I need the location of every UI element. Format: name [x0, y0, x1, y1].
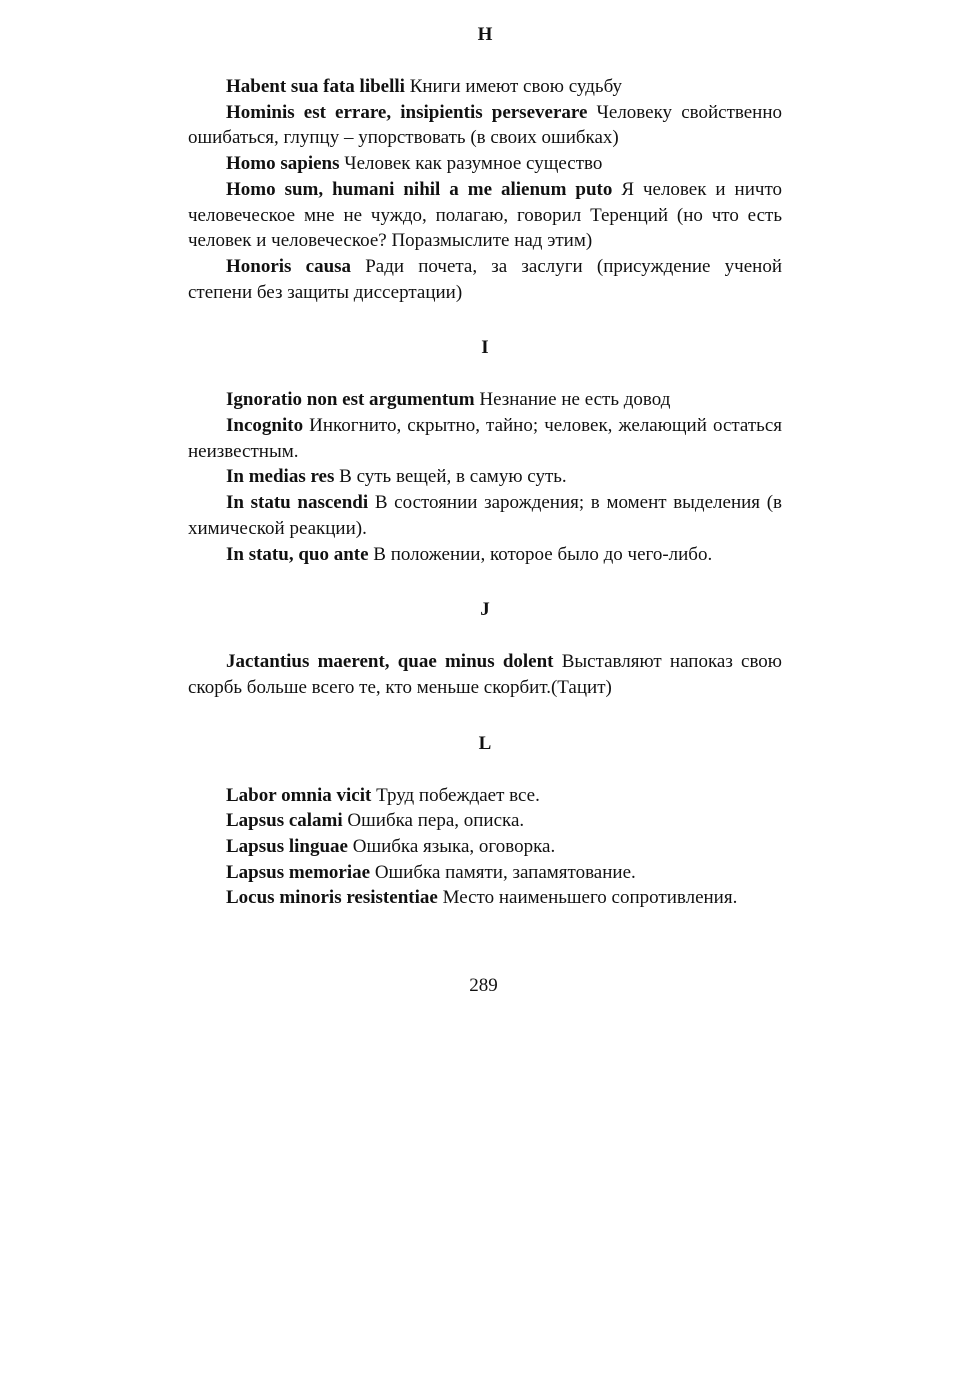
latin-term: Incognito	[226, 415, 304, 437]
translation: Инкогнито, скрытно, тайно; человек, желающий остаться неизвестным.	[188, 415, 782, 462]
section-l	[188, 731, 782, 912]
entry	[188, 177, 782, 254]
entry	[188, 860, 782, 886]
entry	[188, 885, 782, 911]
entry-list	[188, 649, 782, 700]
latin-term: Lapsus memoriae	[226, 861, 371, 883]
latin-term: Locus minoris resistentiae	[226, 887, 438, 909]
translation: Ради почета, за заслуги (присуждение ученой степени без защиты диссертации)	[188, 255, 782, 303]
translation: Книги имеют свою судьбу	[404, 76, 623, 97]
entry	[188, 783, 782, 809]
entry	[188, 74, 782, 100]
entry	[188, 254, 782, 305]
latin-term: Lapsus linguae	[226, 836, 348, 858]
section-letter-i: I	[481, 337, 489, 359]
section-h	[188, 22, 782, 305]
translation: Человеку свойственно ошибаться, глупцу – упорствовать (в своих ошибках)	[188, 101, 782, 149]
translation: Место наименьшего сопротивления.	[437, 887, 738, 909]
latin-term: In medias res	[226, 466, 335, 488]
translation: Труд побеждает все.	[371, 784, 540, 806]
entry	[188, 100, 782, 151]
section-i	[188, 335, 782, 567]
entry-list	[188, 387, 782, 567]
translation: В положении, которое было до чего-либо.	[368, 543, 713, 565]
entry	[188, 490, 782, 541]
entry	[188, 542, 782, 568]
latin-term: Labor omnia vicit	[226, 784, 372, 806]
section-letter-l: L	[478, 732, 492, 754]
entry	[188, 649, 782, 700]
entry	[188, 387, 782, 413]
section-j	[188, 597, 782, 700]
latin-term: Homo sum, humani nihil a me alienum puto	[226, 178, 613, 200]
entry-list	[188, 783, 782, 912]
translation: Незнание не есть довод	[474, 389, 671, 411]
entry	[188, 808, 782, 834]
latin-term: Homo sapiens	[226, 153, 340, 175]
latin-term: Habent sua fata libelli	[226, 76, 405, 97]
page-number: 289	[469, 975, 498, 996]
latin-term: In statu nascendi	[226, 492, 369, 514]
translation: Ошибка языка, оговорка.	[347, 836, 556, 858]
translation: Ошибка пера, описка.	[342, 810, 525, 832]
entry	[188, 464, 782, 490]
entry	[188, 834, 782, 860]
latin-term: Ignoratio non est argumentum	[226, 389, 475, 411]
section-letter-j: J	[480, 599, 490, 621]
latin-term: Jactantius maerent, quae minus dolent	[226, 651, 554, 673]
latin-term: Honoris causa	[226, 255, 352, 277]
section-letter-h: H	[477, 24, 493, 45]
entry-list	[188, 74, 782, 305]
entry	[188, 151, 782, 177]
dictionary-page	[188, 22, 782, 911]
translation: В суть вещей, в самую суть.	[334, 466, 567, 488]
translation: Ошибка памяти, запамятование.	[370, 861, 636, 883]
translation: Человек как разумное существо	[339, 153, 603, 175]
entry	[188, 413, 782, 464]
translation: В состоянии зарождения; в момент выделения (в химической реакции).	[188, 492, 782, 539]
latin-term: In statu, quo ante	[226, 543, 369, 565]
translation: Выставляют напоказ свою скорбь больше всего те, кто меньше скорбит.(Тацит)	[188, 651, 782, 698]
translation: Я человек и ничто человеческое мне не чуждо, полагаю, говорил Теренций (но что есть человек и человеческое? Поразмыслите над этим)	[188, 178, 783, 252]
latin-term: Hominis est errare, insipientis perseverare	[226, 101, 588, 123]
latin-term: Lapsus calami	[226, 810, 343, 832]
